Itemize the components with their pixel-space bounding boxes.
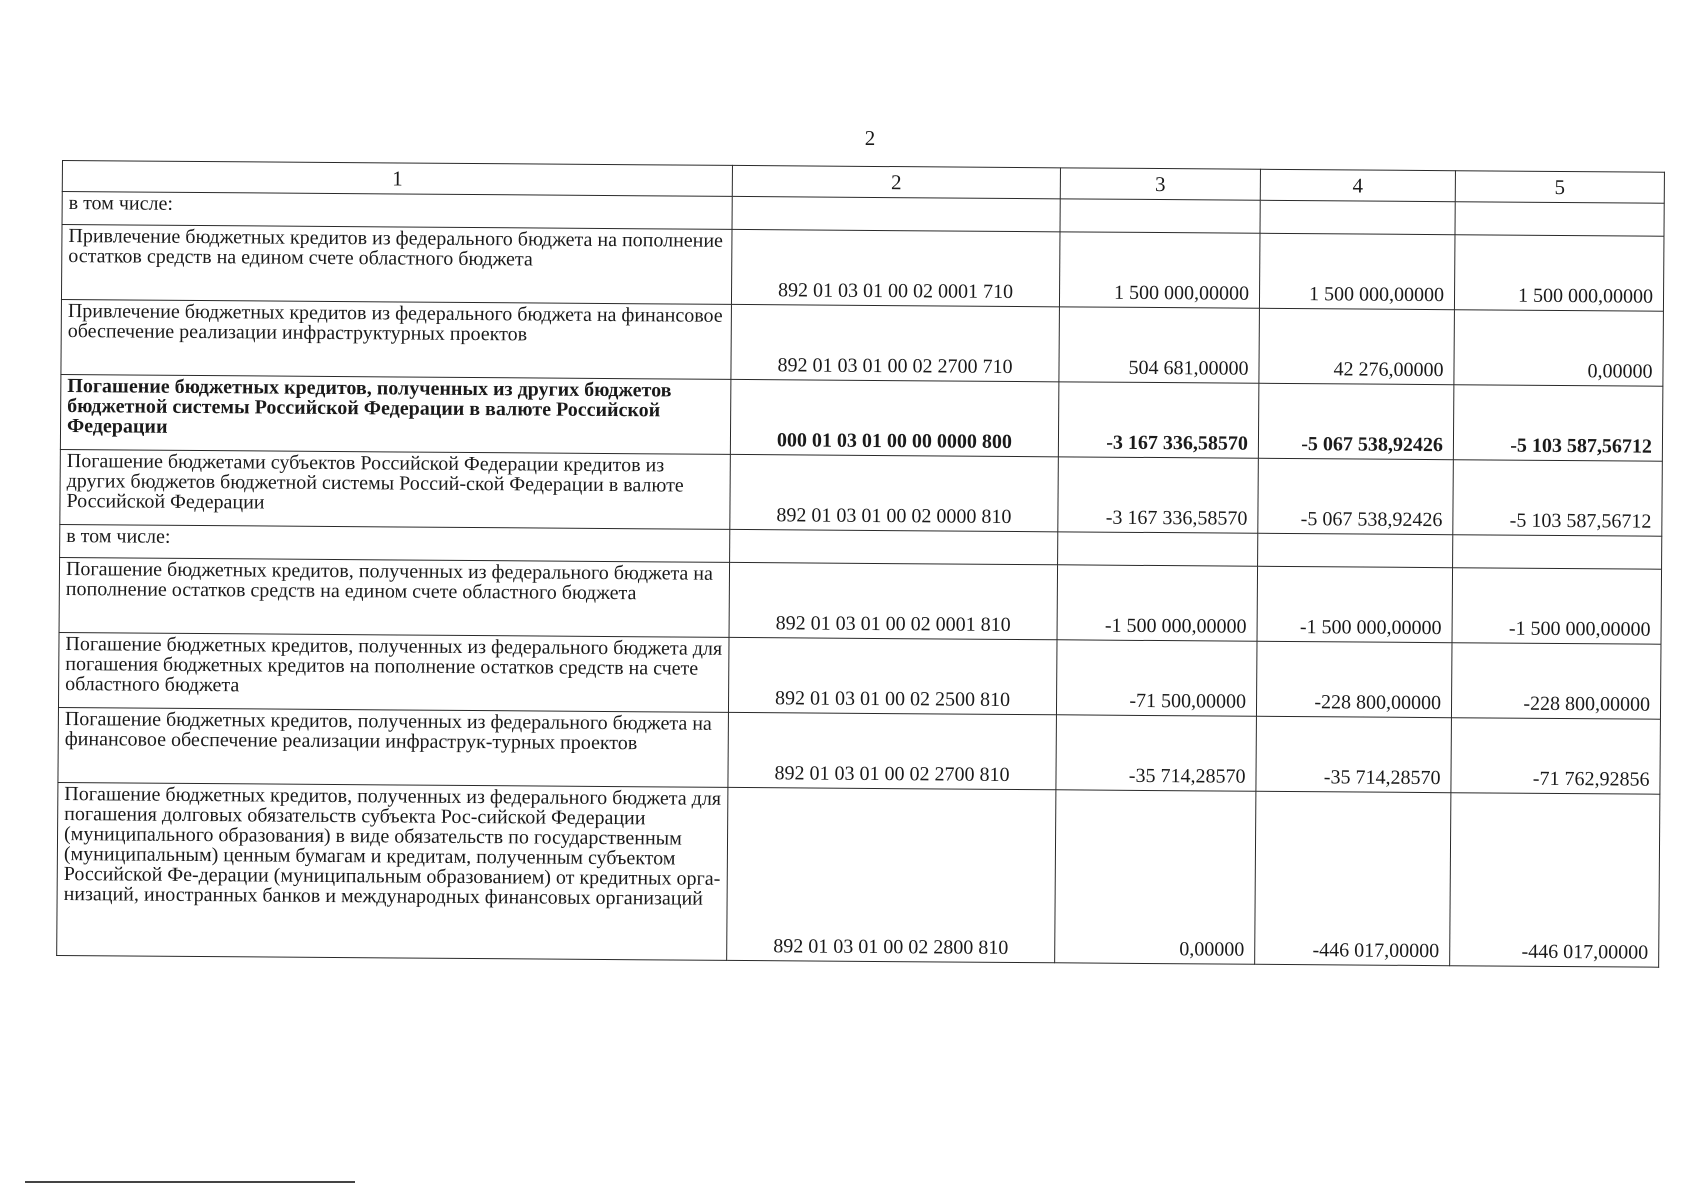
table-row	[61, 299, 1664, 386]
column-header-4: 4	[1260, 169, 1455, 201]
row-value-col4-cell: -228 800,00000	[1256, 641, 1452, 717]
row-value-col5-cell	[1453, 535, 1662, 570]
table-row	[58, 632, 1661, 719]
budget-table	[56, 160, 1665, 968]
row-value-col4-cell	[1258, 533, 1453, 567]
row-value-col3-cell: 1 500 000,00000	[1059, 232, 1260, 308]
row-value-col4-cell: 1 500 000,00000	[1259, 233, 1455, 309]
row-code-cell: 000 01 03 01 00 00 0000 800	[730, 379, 1059, 456]
page-number: 2	[864, 126, 876, 150]
row-value-col3-cell: 504 681,00000	[1059, 307, 1260, 383]
table-row	[57, 782, 1660, 967]
row-value-col4-cell: -5 067 538,92426	[1258, 458, 1454, 534]
row-value-col5-cell: -71 762,92856	[1451, 718, 1661, 795]
table-row	[60, 449, 1663, 536]
row-code-cell: 892 01 03 01 00 02 2700 710	[731, 304, 1060, 381]
row-name-cell: Погашение бюджетных кредитов, полученных из федерального бюджета для погашения долговых обязательств субъекта Рос-сийской Федерации (муниципального образования) в виде обязательств по государственным (муниципальным) ценным бумагам и кредитам, полученным субъектом Российской Фе-дерации (муниципальным образованием) от кредитных орга-низаций, иностранных банков и международных финансовых организаций	[57, 782, 728, 960]
row-value-col5-cell: -5 103 587,56712	[1453, 460, 1663, 537]
row-code-cell	[732, 196, 1060, 231]
row-value-col5-cell: -5 103 587,56712	[1453, 385, 1663, 462]
row-value-col3-cell: 0,00000	[1055, 790, 1256, 964]
row-value-col3-cell: -3 167 336,58570	[1058, 382, 1259, 458]
row-code-cell: 892 01 03 01 00 02 0001 810	[729, 562, 1058, 639]
column-header-3: 3	[1060, 168, 1260, 200]
row-value-col3-cell	[1058, 532, 1258, 566]
row-name-cell: Погашение бюджетных кредитов, полученных из федерального бюджета для погашения бюджетных кредитов на пополнение остатков средств на счете областного бюджета	[58, 632, 729, 712]
row-code-cell: 892 01 03 01 00 02 0000 810	[730, 454, 1059, 531]
row-code-cell	[730, 529, 1058, 564]
row-name-cell: Погашение бюджетных кредитов, полученных из федерального бюджета на финансовое обеспечение реализации инфраструк-турных проектов	[58, 707, 729, 787]
row-value-col4-cell	[1260, 200, 1455, 234]
row-value-col4-cell: 42 276,00000	[1259, 308, 1455, 384]
row-code-cell: 892 01 03 01 00 02 2800 810	[727, 787, 1056, 962]
row-name-cell: в том числе:	[62, 192, 732, 230]
row-value-col4-cell: -446 017,00000	[1255, 791, 1451, 965]
row-code-cell: 892 01 03 01 00 02 0001 710	[731, 229, 1060, 306]
table-body	[57, 192, 1665, 968]
row-value-col4-cell: -5 067 538,92426	[1258, 383, 1454, 459]
row-value-col5-cell: 0,00000	[1454, 310, 1664, 387]
row-name-cell: в том числе:	[60, 524, 730, 562]
column-header-2: 2	[732, 165, 1060, 198]
row-value-col3-cell: -35 714,28570	[1056, 715, 1257, 791]
table-row	[61, 225, 1664, 312]
row-name-cell: Погашение бюджетных кредитов, полученных из других бюджетов бюджетной системы Российской Федерации в валюте Российской Федерации	[60, 374, 731, 454]
row-value-col5-cell: -1 500 000,00000	[1452, 568, 1662, 645]
table-row	[58, 707, 1661, 794]
table-row	[59, 557, 1662, 644]
table-row	[60, 374, 1663, 461]
row-name-cell: Привлечение бюджетных кредитов из федерального бюджета на пополнение остатков средств на едином счете областного бюджета	[61, 225, 732, 305]
footer-divider	[25, 1181, 355, 1183]
row-value-col4-cell: -35 714,28570	[1256, 716, 1452, 792]
row-value-col5-cell: 1 500 000,00000	[1454, 235, 1664, 312]
row-name-cell: Привлечение бюджетных кредитов из федерального бюджета на финансовое обеспечение реализации инфраструктурных проектов	[61, 299, 732, 379]
row-code-cell: 892 01 03 01 00 02 2500 810	[728, 637, 1057, 714]
row-value-col5-cell: -446 017,00000	[1450, 793, 1660, 968]
budget-table-wrapper	[56, 160, 1664, 968]
row-value-col3-cell: -3 167 336,58570	[1058, 457, 1259, 533]
row-value-col4-cell: -1 500 000,00000	[1257, 566, 1453, 642]
row-name-cell: Погашение бюджетных кредитов, полученных из федерального бюджета на пополнение остатков средств на едином счете областного бюджета	[59, 557, 730, 637]
row-value-col3-cell: -71 500,00000	[1056, 640, 1257, 716]
row-code-cell: 892 01 03 01 00 02 2700 810	[728, 712, 1057, 789]
row-value-col3-cell	[1060, 199, 1260, 233]
column-header-5: 5	[1455, 171, 1664, 204]
column-header-1: 1	[62, 161, 732, 197]
row-value-col5-cell: -228 800,00000	[1451, 643, 1661, 720]
row-value-col3-cell: -1 500 000,00000	[1057, 565, 1258, 641]
row-value-col5-cell	[1455, 202, 1664, 237]
row-name-cell: Погашение бюджетами субъектов Российской Федерации кредитов из других бюджетов бюджетной системы Россий-ской Федерации в валюте Российской Федерации	[60, 449, 731, 529]
